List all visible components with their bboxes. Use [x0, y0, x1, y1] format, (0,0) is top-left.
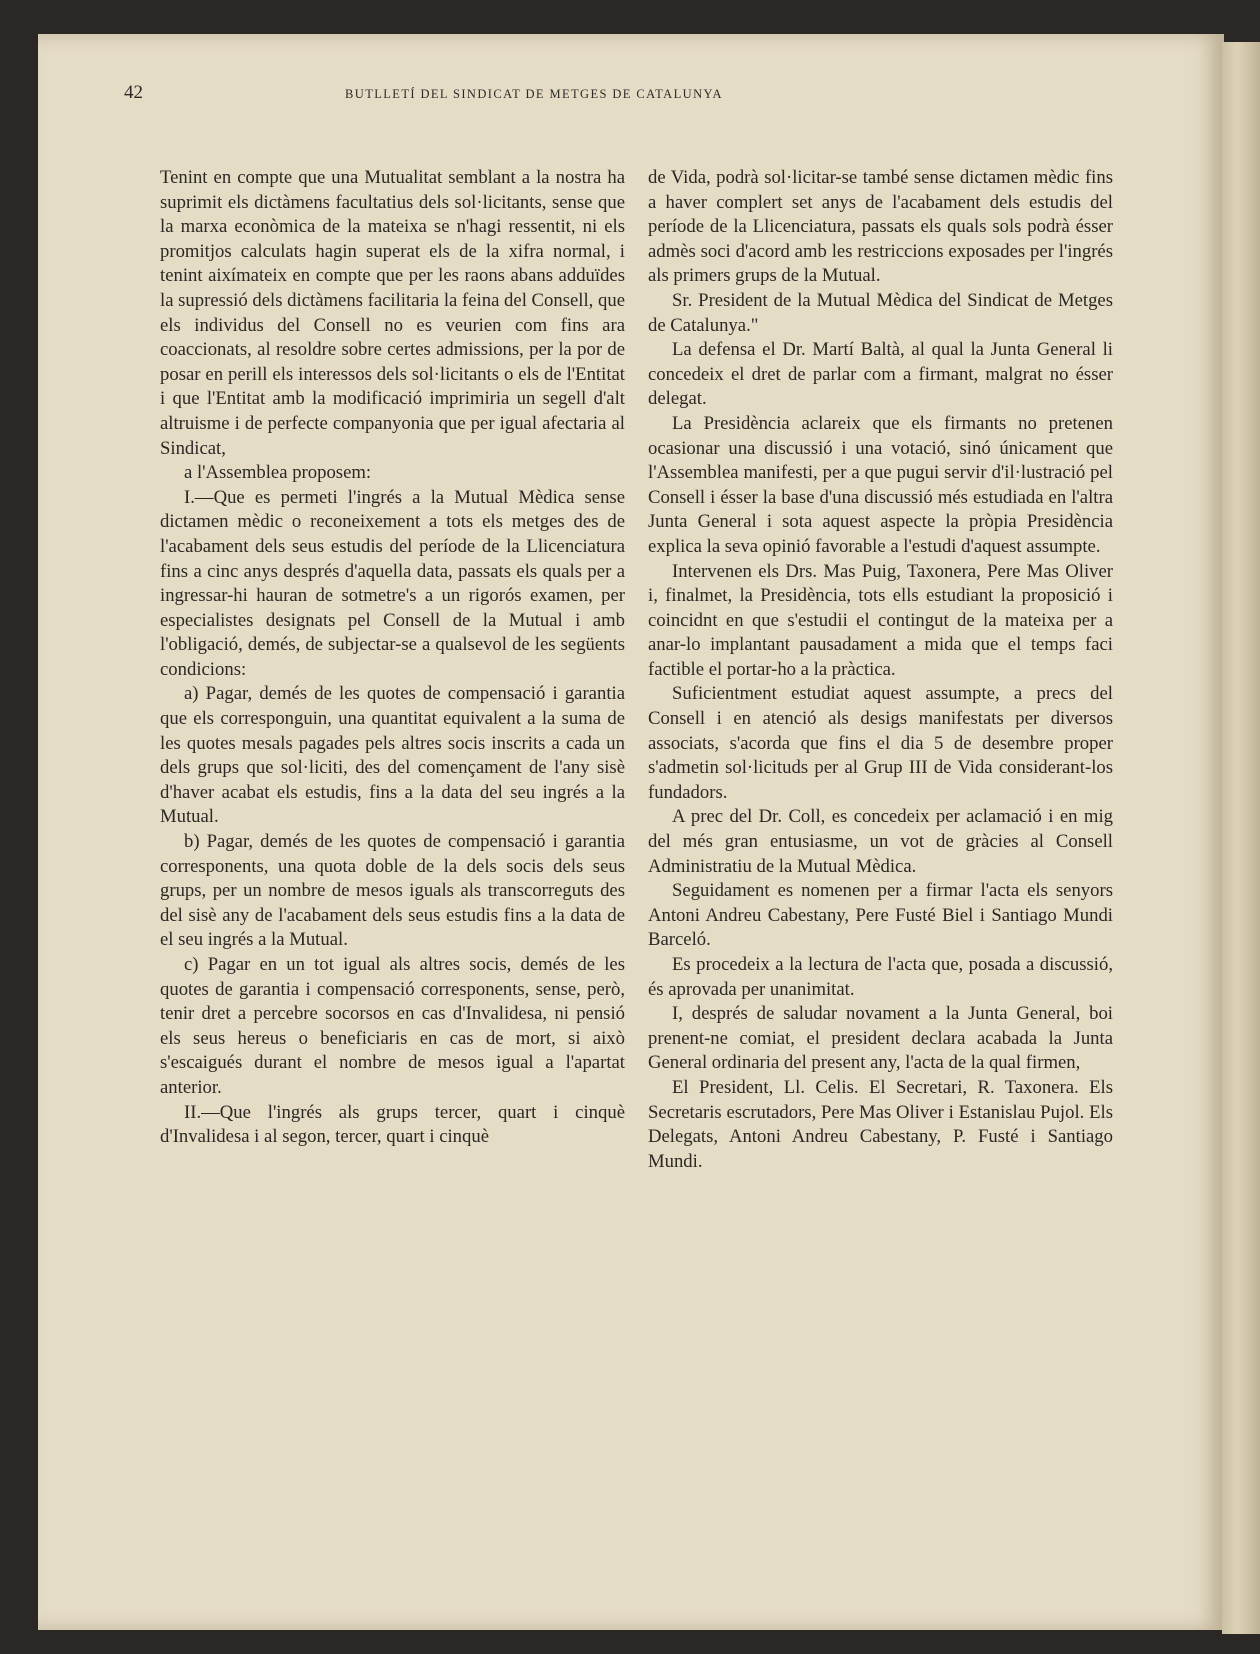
paragraph: A prec del Dr. Coll, es concedeix per aclamació i en mig del més gran entusiasme, un vot de gràcies al Consell Administratiu de la Mutual Mèdica.: [648, 806, 1113, 877]
paragraph: b) Pagar, demés de les quotes de compensació i garantia corresponents, una quota doble de la dels socis dels seus grups, per un nombre de mesos iguals als transcorreguts des del sisè any de l'acabament dels seus estudis fins a la data de el seu ingrés a la Mutual.: [160, 831, 625, 951]
paragraph: Sr. President de la Mutual Mèdica del Sindicat de Metges de Catalunya.": [648, 289, 1113, 336]
left-column: [160, 166, 625, 1150]
paragraph: Tenint en compte que una Mutualitat semblant a la nostra ha suprimit els dictàmens facultatius dels sol·licitants, sense que la marxa econòmica de la mateixa se n'hagi ressentit, ni els promitjos calculats hagin superat els de la xifra normal, i tenint aixímateix en compte que per les raons abans adduïdes la supressió dels dictàmens facilitaria la feina del Consell, que els individus del Consell no es veurien com fins ara coaccionats, al resoldre sobre certes admissions, per la por de posar en perill els interessos dels sol·licitants o els de l'Entitat i que l'Entitat amb la modificació imprimiria un segell d'alt altruisme i de perfecte companyonia que per igual afectaria al Sindicat,: [160, 167, 625, 459]
running-title: BUTLLETÍ DEL SINDICAT DE METGES DE CATALUNYA: [345, 87, 723, 101]
paragraph: Es procedeix a la lectura de l'acta que, posada a discussió, és aprovada per unanimitat.: [648, 954, 1113, 1000]
paragraph: La defensa el Dr. Martí Baltà, al qual la Junta General li concedeix el dret de parlar com a firmant, malgrat no ésser delegat.: [648, 339, 1113, 410]
paragraph: II.—Que l'ingrés als grups tercer, quart i cinquè d'Invalidesa i al segon, tercer, quart i cinquè: [160, 1101, 625, 1148]
page-header: [124, 82, 904, 108]
paragraph: c) Pagar en un tot igual als altres socis, demés de les quotes de garantia i compensació corresponents, sense, però, tenir dret a percebre socorsos en cas d'Invalidesa, ni pensió els seus hereus o beneficiaris en cas de mort, si això s'escaigués durant el nombre de mesos igual a l'apartat anterior.: [160, 954, 625, 1098]
right-column: [648, 166, 1113, 1174]
paragraph: Intervenen els Drs. Mas Puig, Taxonera, Pere Mas Oliver i, finalmet, la Presidència, tots ells estudiant la proposició i coincidnt en que s'estudii el contingut de la mateixa per a anar-lo implantant pausadament a mida que el temps faci factible el portar-ho a la pràctica.: [648, 560, 1113, 680]
paragraph: I, després de saludar novament a la Junta General, boi prenent-ne comiat, el president declara acabada la Junta General ordinaria del present any, l'acta de la qual firmen,: [648, 1003, 1113, 1074]
paragraph: a l'Assemblea proposem:: [184, 462, 372, 484]
paragraph: de Vida, podrà sol·licitar-se també sense dictamen mèdic fins a haver complert set anys de l'acabament dels estudis del període de la Llicenciatura, passats els quals sols podrà ésser admès soci d'acord amb les restriccions exposades per l'ingrés als primers grups de la Mutual.: [648, 167, 1113, 287]
paragraph: La Presidència aclareix que els firmants no pretenen ocasionar una discussió i una votació, sinó únicament que l'Assemblea manifesti, per a que pugui servir d'il·lustració pel Consell i ésser la base d'una discussió més estudiada en l'altra Junta General i sota aquest aspecte la pròpia Presidència explica la seva opinió favorable a l'estudi d'aquest assumpte.: [648, 412, 1113, 557]
paragraph: El President, Ll. Celis. El Secretari, R. Taxonera. Els Secretaris escrutadors, Pere Mas Oliver i Estanislau Pujol. Els Delegats, Antoni Andreu Cabestany, P. Fusté i Santiago Mundi.: [648, 1076, 1113, 1172]
paragraph: I.—Que es permeti l'ingrés a la Mutual Mèdica sense dictamen mèdic o reconeixement a tots els metges des de l'acabament dels seus estudis del període de la Llicenciatura fins a cinc anys després d'aquella data, passats els quals per a ingressar-hi hauran de sotmetre's a un rigorós examen, per especialistes designats pel Consell de la Mutual i amb l'obligació, demés, de subjectar-se a qualsevol de les següents condicions:: [160, 486, 625, 680]
page-number: 42: [124, 82, 143, 103]
paragraph: Seguidament es nomenen per a firmar l'acta els senyors Antoni Andreu Cabestany, Pere Fusté Biel i Santiago Mundi Barceló.: [648, 880, 1113, 951]
paragraph: a) Pagar, demés de les quotes de compensació i garantia que els corresponguin, una quantitat equivalent a la suma de les quotes mesals pagades pels altres socis inscrits a cada un dels grups que sol·liciti, des del començament de l'any sisè d'haver acabat els estudis, fins a la data del seu ingrés a la Mutual.: [160, 683, 625, 828]
paragraph: Suficientment estudiat aquest assumpte, a precs del Consell i en atenció als desigs manifestats per diversos associats, s'acorda que fins el dia 5 de desembre proper s'admetin sol·licituds per al Grup III de Vida considerant-los fundadors.: [648, 683, 1113, 803]
page-edge: [1222, 42, 1260, 1634]
